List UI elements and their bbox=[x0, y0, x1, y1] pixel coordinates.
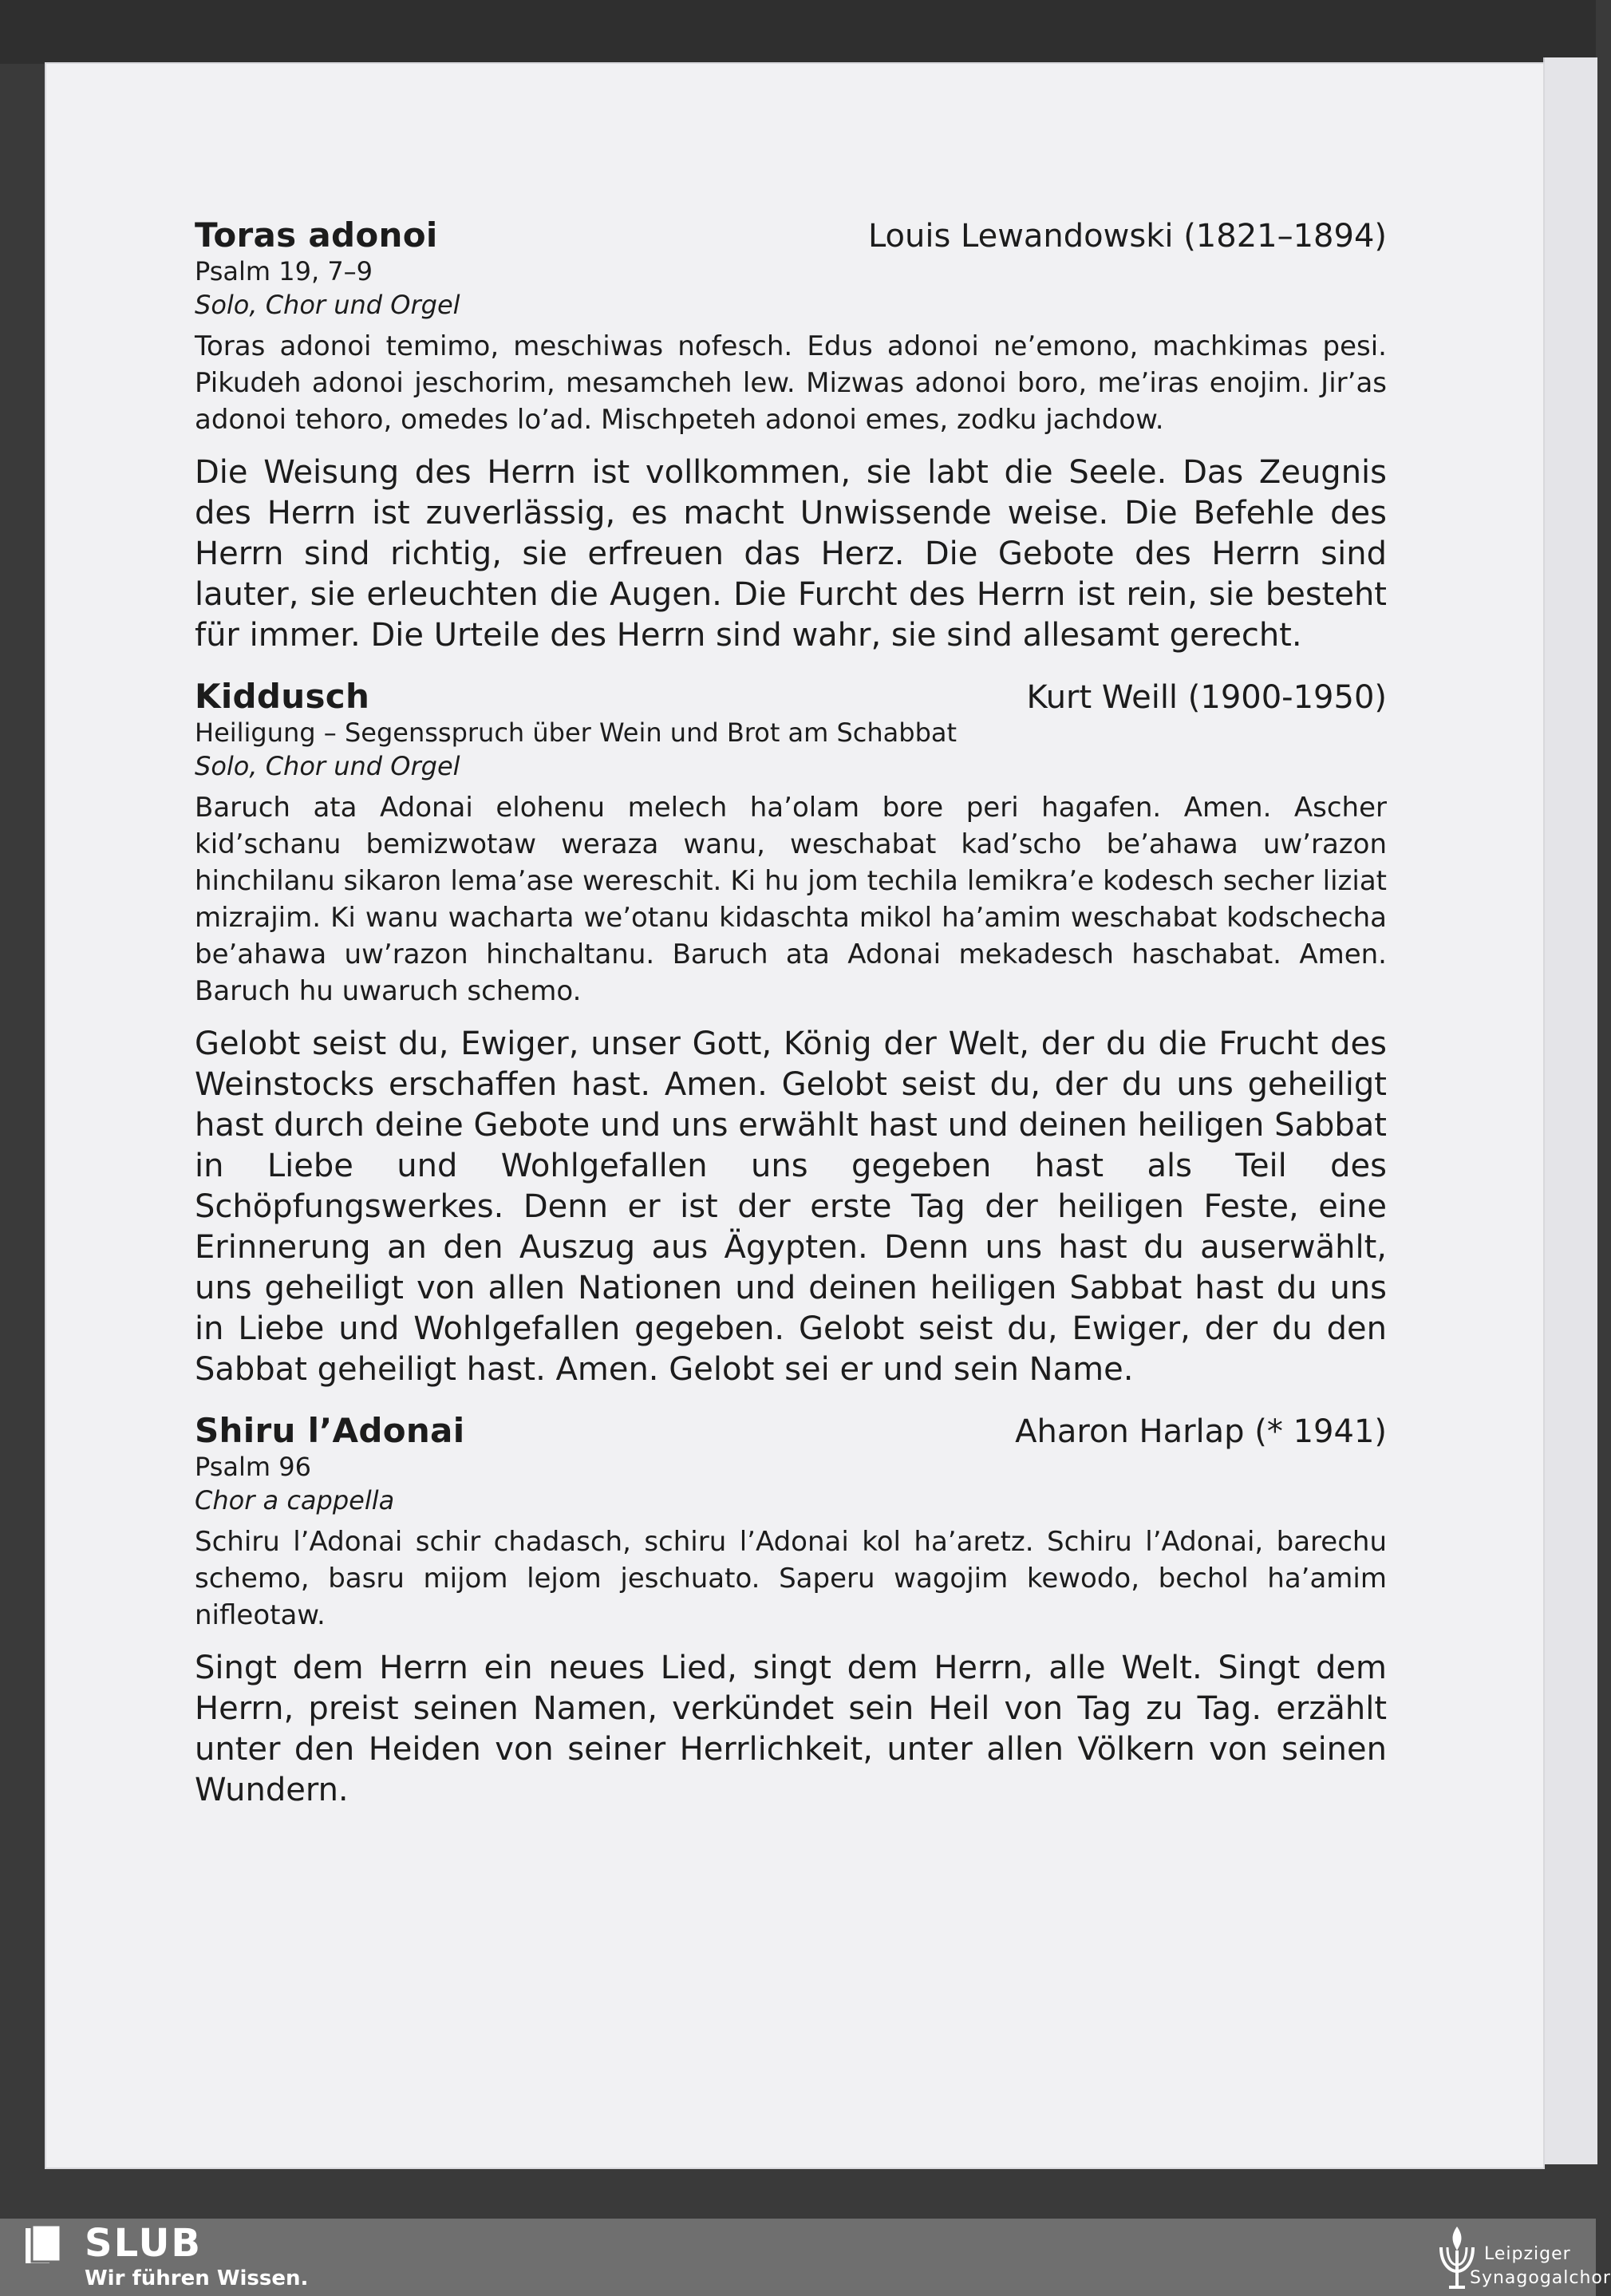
section-shiru-ladonai bbox=[195, 1411, 1387, 1811]
program-text bbox=[195, 215, 1387, 1832]
text-source: Heiligung – Segensspruch über Wein und Brot am Schabbat bbox=[195, 717, 958, 748]
section-kiddusch bbox=[195, 677, 1387, 1390]
composer-credit: Kurt Weill (1900-1950) bbox=[1026, 679, 1387, 716]
slub-book-icon bbox=[22, 2223, 64, 2268]
section-header bbox=[195, 215, 1387, 255]
scoring: Solo, Chor und Orgel bbox=[195, 290, 460, 320]
german-translation: Gelobt seist du, Ewiger, unser Gott, König der Welt, der du die Frucht des Weinstocks erschaffen hast. Amen. Gelobt seist du, der du uns geheiligt hast durch deine Gebote und uns erwählt hast und deinen heiligen Sabbat in Liebe und Wohlgefallen uns gegeben hast als Teil des Schöpfungswerkes. Denn er ist der erste Tag der heiligen Feste, eine Erinnerung an den Auszug aus Ägypten. Denn uns hast du auserwählt, uns geheiligt von allen Nationen und deinen heiligen Sabbat hast du uns in Liebe und Wohlgefallen gegeben. Gelobt seist du, Ewiger, der du den Sabbat geheiligt hast. Amen. Gelobt sei er und sein Name. bbox=[195, 1025, 1387, 1388]
text-source: Psalm 96 bbox=[195, 1452, 311, 1482]
section-header bbox=[195, 1411, 1387, 1450]
section-header bbox=[195, 677, 1387, 716]
composer-credit: Louis Lewandowski (1821–1894) bbox=[867, 218, 1387, 255]
library-name: SLUB bbox=[85, 2221, 203, 2266]
scan-background bbox=[0, 0, 1596, 64]
transliteration: Toras adonoi temimo, meschiwas nofesch. Edus adonoi ne’emono, machkimas pesi. Pikudeh adonoi jeschorim, mesamcheh lew. Mizwas adonoi boro, me’iras enojim. Jir’as adonoi tehoro, omedes lo’ad. Mischpeteh adonoi emes, zodku jachdow. bbox=[195, 330, 1387, 436]
library-tagline: Wir führen Wissen. bbox=[85, 2266, 309, 2290]
section-toras-adonoi bbox=[195, 215, 1387, 656]
piece-title: Shiru l’Adonai bbox=[195, 1411, 465, 1450]
german-translation: Die Weisung des Herrn ist vollkommen, sie labt die Seele. Das Zeugnis des Herrn ist zuverlässig, es macht Unwissende weise. Die Befehle des Herrn sind richtig, sie erfreuen das Herz. Die Gebote des Herrn sind lauter, sie erleuchten die Augen. Die Furcht des Herrn ist rein, sie besteht für immer. Die Urteile des Herrn sind wahr, sie sind allesamt gerecht. bbox=[195, 454, 1387, 654]
adjacent-page-edge bbox=[1543, 57, 1597, 2164]
composer-credit: Aharon Harlap (* 1941) bbox=[1015, 1413, 1387, 1450]
german-translation: Singt dem Herrn ein neues Lied, singt dem Herrn, alle Welt. Singt dem Herrn, preist seinen Namen, verkündet sein Heil von Tag zu Tag. erzählt unter den Heiden von seiner Herrlichkeit, unter allen Völkern von seinen Wundern. bbox=[195, 1650, 1387, 1808]
choir-name-line1: Leipziger bbox=[1484, 2244, 1571, 2264]
text-source: Psalm 19, 7–9 bbox=[195, 256, 373, 287]
choir-name-line2: Synagogalchor bbox=[1470, 2268, 1611, 2288]
scoring: Chor a cappella bbox=[195, 1485, 395, 1516]
transliteration: Baruch ata Adonai elohenu melech ha’olam bore peri hagafen. Amen. Ascher kid’schanu bemizwotaw weraza wanu, weschabat kad’scho be’ahawa uw’razon hinchilanu sikaron lema’ase wereschit. Ki hu jom techila lemikra’e kodesch secher liziat mizrajim. Ki wanu wacharta we’otanu kidaschta mikol ha’amim weschabat kodschecha be’ahawa uw’razon hinchaltanu. Baruch ata Adonai mekadesch haschabat. Amen. Baruch hu uwaruch schemo. bbox=[195, 792, 1387, 1007]
scoring: Solo, Chor und Orgel bbox=[195, 751, 460, 781]
piece-title: Toras adonoi bbox=[195, 215, 438, 255]
transliteration: Schiru l’Adonai schir chadasch, schiru l’Adonai kol ha’aretz. Schiru l’Adonai, barechu schemo, basru mijom lejom jeschuato. Saperu wagojim kewodo, bechol ha’amim nifleotaw. bbox=[195, 1526, 1387, 1631]
piece-title: Kiddusch bbox=[195, 677, 370, 716]
